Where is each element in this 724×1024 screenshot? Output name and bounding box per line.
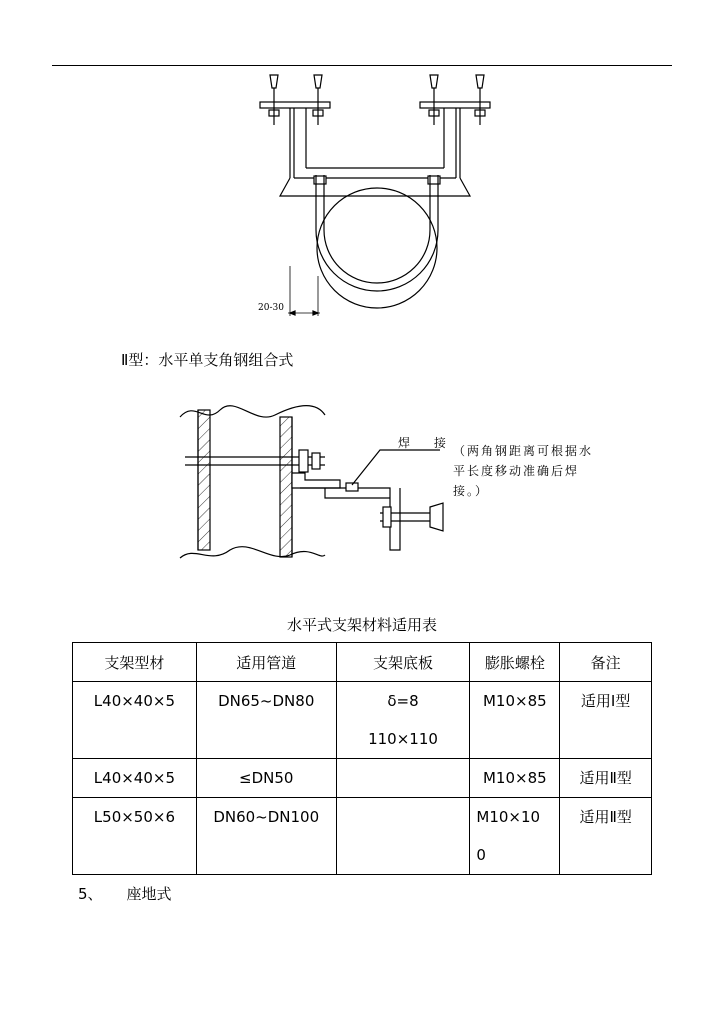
section-number: 5、 [78, 885, 103, 903]
pipe-value: DN60~DN100 [213, 808, 320, 826]
table-cell [73, 798, 197, 875]
header-cell: 支架底板 [336, 643, 470, 682]
weld-note: （两角钢距离可根据水平长度移动准确后焊接。） [453, 444, 594, 498]
pipe-value: DN65~DN80 [218, 692, 315, 710]
table-header-row [73, 643, 652, 682]
table-cell [336, 682, 470, 759]
hanger-drawing [250, 70, 500, 320]
bolt-value-line2: 0 [476, 846, 486, 864]
dimension-label: 20-30 [258, 303, 284, 313]
table-cell [73, 759, 197, 798]
table-cell [73, 682, 197, 759]
bolt-value: M10×85 [482, 692, 547, 710]
header-cell: 备注 [560, 643, 652, 682]
header-cell: 适用管道 [196, 643, 336, 682]
plate-value-line2: 110×110 [368, 730, 438, 748]
table-cell [560, 682, 652, 759]
bolt-value-line1: M10×10 [476, 808, 541, 826]
pipe-value: ≤DN50 [239, 769, 294, 787]
header-cell: 支架型材 [73, 643, 197, 682]
table-title: 水平式支架材料适用表 [286, 616, 437, 634]
table-cell [336, 798, 470, 875]
figure-caption: Ⅱ型：水平单支角钢组合式 [121, 351, 294, 369]
table-cell [470, 798, 560, 875]
table-cell [560, 798, 652, 875]
note-value: 适用Ⅱ型 [579, 769, 632, 787]
note-value: 适用Ⅰ型 [580, 692, 631, 710]
weld-label: 焊 接 [398, 436, 456, 450]
plate-value-line1: δ=8 [387, 692, 419, 710]
table-cell [470, 682, 560, 759]
anchor-bolt-icon [475, 75, 485, 125]
header-rule [52, 65, 672, 66]
material-value: L50×50×6 [93, 808, 176, 826]
table-cell [196, 682, 336, 759]
section-title: 座地式 [126, 885, 172, 903]
table-row [73, 682, 652, 759]
table-row [73, 798, 652, 875]
material-value: L40×40×5 [93, 692, 176, 710]
table-cell [470, 759, 560, 798]
table-cell [196, 759, 336, 798]
material-value: L40×40×5 [93, 769, 176, 787]
table-row [73, 759, 652, 798]
section-heading [78, 883, 172, 904]
anchor-bolt-icon [313, 75, 323, 125]
note-value: 适用Ⅱ型 [579, 808, 632, 826]
table-cell [560, 759, 652, 798]
table-cell [196, 798, 336, 875]
materials-table [72, 642, 652, 875]
anchor-bolt-icon [429, 75, 439, 125]
bolt-value: M10×85 [482, 769, 547, 787]
header-cell: 膨胀螺栓 [470, 643, 560, 682]
anchor-bolt-icon [269, 75, 279, 125]
table-cell [336, 759, 470, 798]
